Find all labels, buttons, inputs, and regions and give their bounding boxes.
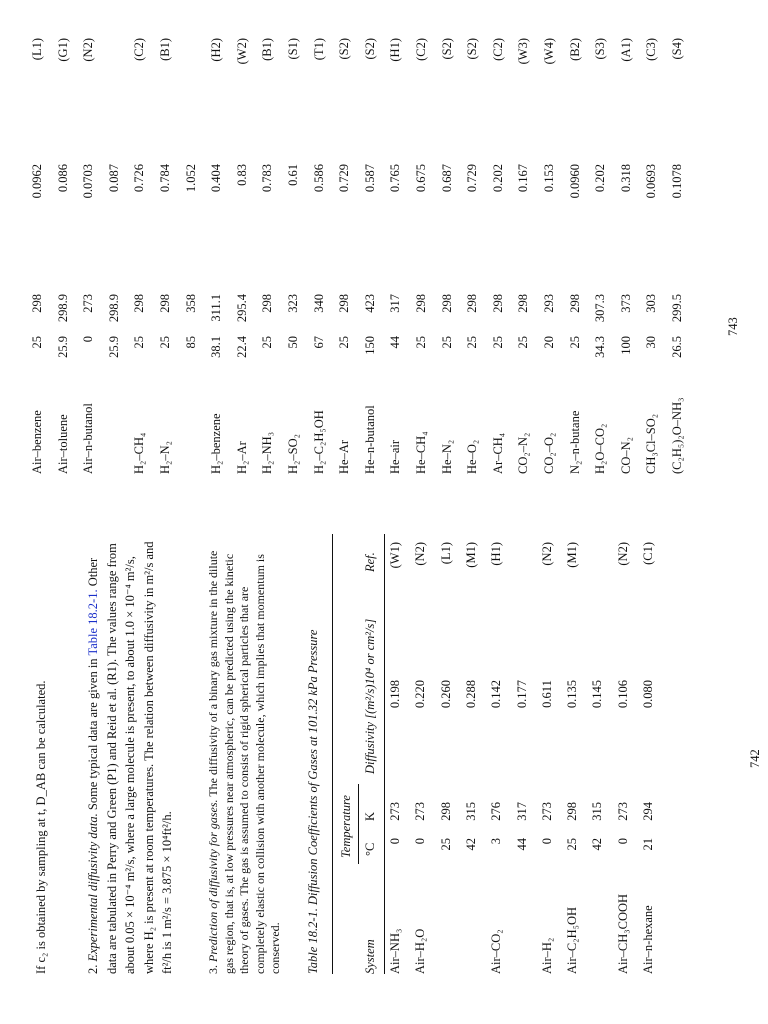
cell-ref: (H1): [388, 38, 403, 62]
cell-k: 298: [337, 294, 352, 313]
cell-c: 26.5: [670, 336, 684, 358]
cell-system: H₂–NH₃: [260, 431, 275, 474]
paragraph-experimental-diffusivity: [84, 534, 177, 974]
cell-d: 0.61: [286, 164, 300, 186]
cell-system: He–CH₄: [414, 431, 428, 474]
cell-d: 0.260: [438, 679, 453, 709]
cell-k: 299.5: [670, 294, 684, 323]
page-742: [0, 524, 768, 1004]
cell-d: 0.153: [542, 164, 556, 193]
cell-k: 298: [565, 802, 580, 821]
cell-d: 0.145: [590, 679, 605, 709]
kelvin-header: K: [363, 811, 377, 821]
cell-k: 423: [362, 294, 377, 313]
cell-d: 0.220: [413, 679, 428, 709]
cell-c: 30: [644, 336, 659, 349]
table-top-rule: [332, 534, 333, 974]
cell-c: 25: [30, 336, 44, 349]
temperature-header: Temperature: [339, 795, 353, 858]
cell-c: 21: [641, 838, 655, 851]
cell-c: 67: [311, 336, 326, 349]
cell-d: 1.052: [183, 164, 198, 193]
table-link[interactable]: Table 18.2-1.: [86, 589, 100, 656]
cell-d: 0.086: [55, 164, 70, 193]
cell-ref: (M1): [565, 542, 580, 568]
cell-d: 0.135: [565, 679, 580, 709]
cell-system: H₂–Ar: [234, 441, 249, 474]
cell-k: 276: [489, 802, 504, 821]
cell-ref: (N2): [81, 38, 96, 62]
cell-d: 0.0703: [81, 164, 96, 199]
cell-system: He–O₂: [465, 439, 480, 474]
cell-c: 100: [618, 336, 633, 355]
cell-k: 311.1: [209, 294, 224, 322]
cell-ref: (S2): [337, 38, 352, 60]
cell-system: He–N₂: [439, 439, 454, 474]
cell-c: 0: [413, 838, 428, 845]
cell-k: 273: [413, 802, 428, 821]
cell-k: 298: [132, 294, 147, 313]
cell-ref: (T1): [311, 38, 326, 61]
para3-number: 3.: [206, 962, 220, 974]
cell-k: 298: [490, 294, 505, 313]
para2-heading: Experimental diffusivity data.: [86, 813, 100, 962]
cell-k: 298: [414, 294, 428, 313]
cell-k: 373: [618, 294, 633, 313]
cell-d: 0.675: [414, 164, 428, 193]
cell-c: 25: [565, 838, 580, 851]
cell-ref: (S4): [670, 38, 684, 60]
cell-system: Air–n-hexane: [641, 905, 655, 974]
cell-k: 273: [615, 802, 630, 821]
cell-ref: (S2): [362, 38, 377, 60]
page-number-742: 742: [748, 749, 762, 768]
cell-system: H₂–CH₄: [132, 432, 147, 474]
cell-k: 298: [465, 294, 480, 313]
cell-system: CO₂–O₂: [542, 432, 556, 474]
cell-system: Air–toluene: [55, 414, 70, 474]
cell-d: 0.0960: [567, 164, 582, 199]
celsius-header: °C: [363, 842, 377, 856]
cell-system: Ar–CH₄: [490, 432, 505, 474]
cell-c: 25: [465, 336, 480, 349]
cell-ref: (M1): [463, 542, 478, 568]
cell-ref: (S2): [465, 38, 480, 60]
cell-d: 0.167: [516, 164, 531, 193]
cell-system: Air–benzene: [30, 410, 44, 474]
page-number-743: 743: [726, 317, 740, 336]
cell-k: 303: [644, 294, 659, 313]
cell-system: He–n-butanol: [362, 405, 377, 474]
cell-ref: (W4): [542, 38, 556, 65]
cell-ref: (L1): [438, 542, 453, 565]
cell-k: 298: [439, 294, 454, 313]
cell-c: 25: [337, 336, 352, 349]
cell-d: 0.611: [539, 680, 554, 708]
cell-d: 0.784: [158, 164, 172, 193]
cell-c: 85: [183, 336, 198, 349]
cell-c: 0: [81, 336, 96, 343]
cell-system: He–air: [388, 439, 403, 474]
temperature-underline: [358, 784, 359, 864]
cell-c: 25.9: [106, 336, 121, 358]
cell-d: 0.202: [490, 164, 505, 193]
cell-k: 358: [183, 294, 198, 313]
cell-d: 0.729: [337, 164, 352, 193]
cell-ref: (W1): [388, 542, 402, 569]
cell-k: 298: [567, 294, 582, 313]
cell-d: 0.586: [311, 164, 326, 193]
cell-system: H₂–C₂H₅OH: [311, 410, 326, 474]
intro-line: If c₂ is obtained by sampling at t, D_AB can be calculated.: [34, 680, 48, 974]
cell-ref: (L1): [30, 38, 44, 61]
cell-ref: (A1): [618, 38, 633, 62]
cell-system: Air–n-butanol: [81, 403, 96, 474]
cell-c: 25: [414, 336, 428, 349]
cell-system: Air–CH₃COOH: [615, 893, 630, 974]
ref-header: Ref.: [363, 552, 377, 572]
cell-d: 0.783: [260, 164, 275, 193]
cell-system: He–Ar: [337, 439, 352, 474]
cell-d: 0.198: [388, 679, 402, 709]
cell-d: 0.080: [641, 679, 655, 709]
cell-k: 298.9: [106, 294, 121, 323]
cell-c: 20: [542, 336, 556, 349]
cell-k: 273: [388, 802, 402, 821]
cell-c: 3: [489, 838, 504, 845]
cell-d: 0.318: [618, 164, 633, 193]
cell-ref: (N2): [539, 542, 554, 566]
cell-k: 307.3: [593, 294, 608, 323]
cell-ref: (B1): [260, 38, 275, 61]
cell-d: 0.0962: [30, 164, 44, 199]
cell-system: CH₃Cl–SO₂: [644, 413, 659, 474]
cell-system: N₂–n-butane: [567, 410, 582, 474]
cell-c: 0: [615, 838, 630, 845]
cell-ref: (S1): [286, 38, 300, 60]
cell-ref: (C1): [641, 542, 655, 565]
cell-system: H₂–benzene: [209, 413, 224, 474]
cell-d: 0.765: [388, 164, 403, 193]
cell-c: 50: [286, 336, 300, 349]
paragraph-prediction-diffusivity: [206, 534, 284, 974]
cell-ref: (N2): [615, 542, 630, 566]
cell-system: H₂O–CO₂: [593, 423, 608, 474]
cell-c: 25.9: [55, 336, 70, 358]
cell-d: 0.726: [132, 164, 147, 193]
cell-k: 298.9: [55, 294, 70, 323]
cell-d: 0.0693: [644, 164, 659, 199]
cell-c: 25: [438, 838, 453, 851]
cell-d: 0.404: [209, 164, 224, 193]
cell-c: 25: [516, 336, 531, 349]
cell-d: 0.687: [439, 164, 454, 193]
diffusivity-header: Diffusivity [(m²/s)10⁴ or cm²/s]: [363, 618, 377, 774]
cell-c: 38.1: [209, 336, 224, 358]
cell-d: 0.202: [593, 164, 608, 193]
cell-c: 44: [388, 336, 403, 349]
cell-system: Air–H₂O: [413, 928, 428, 974]
cell-d: 0.142: [489, 679, 504, 709]
cell-c: 25: [439, 336, 454, 349]
cell-ref: (W3): [516, 38, 531, 65]
para3-heading: Prediction of diffusivity for gases.: [206, 799, 220, 962]
cell-ref: (H1): [489, 542, 504, 566]
cell-ref: (N2): [413, 542, 428, 566]
cell-d: 0.729: [465, 164, 480, 193]
cell-system: Air–CO₂: [489, 929, 504, 974]
cell-d: 0.83: [234, 164, 249, 186]
cell-c: 22.4: [234, 336, 249, 358]
cell-system: CO₂–N₂: [516, 432, 531, 474]
cell-k: 298: [260, 294, 275, 313]
cell-k: 317: [514, 802, 529, 821]
cell-ref: (S3): [593, 38, 608, 60]
cell-ref: (H2): [209, 38, 224, 62]
cell-d: 0.177: [514, 679, 529, 709]
cell-d: 0.288: [463, 679, 478, 709]
para3-text: The diffusivity of a binary gas mixture in the dilute gas region, that is, at low pressures near atmospheric, can be predicted using the kinetic theory of gases. The gas is assumed to consist of rigid spherical particles that are completely elastic on collision with another molecule, which implies that momentum is conserved.: [206, 550, 282, 974]
cell-k: 298: [158, 294, 172, 313]
cell-system: (C₂H₅)₂O–NH₃: [670, 397, 684, 474]
cell-ref: (C3): [644, 38, 659, 61]
cell-k: 293: [542, 294, 556, 313]
cell-system: H₂–SO₂: [286, 434, 300, 474]
para2-text-a: Some typical data are given in: [86, 655, 100, 814]
cell-k: 294: [641, 802, 655, 821]
cell-ref: (C2): [414, 38, 428, 61]
cell-k: 273: [81, 294, 96, 313]
cell-ref: (B1): [158, 38, 172, 61]
cell-ref: (C2): [490, 38, 505, 61]
cell-k: 340: [311, 294, 326, 313]
cell-ref: (C2): [132, 38, 147, 61]
cell-system: Air–C₂H₅OH: [565, 906, 580, 974]
cell-k: 323: [286, 294, 300, 313]
para2-number: 2.: [86, 961, 100, 974]
cell-c: 0: [388, 838, 402, 845]
cell-d: 0.087: [106, 164, 121, 193]
cell-c: 0: [539, 838, 554, 845]
cell-k: 298: [30, 294, 44, 313]
cell-d: 0.1078: [670, 164, 684, 199]
cell-c: 25: [260, 336, 275, 349]
cell-ref: (G1): [55, 38, 70, 62]
para2-text-b: Other data are tabulated in Perry and Green (P1) and Reid et al. (R1). The values range from about 0.05 × 10⁻⁴ m²/s, where a large molecule is present, to about 1.0 × 10⁻⁴ m²/s, where H₂ is present at room temperatures. The relation between diffusivity in m²/s and ft²/h is 1 m²/s = 3.875 × 10⁴ft²/h.: [86, 541, 174, 974]
cell-c: 42: [463, 838, 478, 851]
cell-c: 25: [132, 336, 147, 349]
cell-c: 25: [567, 336, 582, 349]
cell-k: 315: [463, 802, 478, 821]
cell-c: 42: [590, 838, 605, 851]
cell-k: 317: [388, 294, 403, 313]
cell-system: Air–H₂: [539, 937, 554, 974]
cell-k: 315: [590, 802, 605, 821]
cell-k: 298: [438, 802, 453, 821]
header-bottom-rule: [384, 534, 385, 974]
cell-k: 273: [539, 802, 554, 821]
cell-system: CO–N₂: [618, 437, 633, 474]
system-header: System: [363, 939, 377, 974]
cell-system: Air–NH₃: [388, 928, 402, 974]
cell-k: 295.4: [234, 294, 249, 323]
cell-c: 150: [362, 336, 377, 355]
cell-ref: (S2): [439, 38, 454, 60]
page-743: [0, 14, 768, 484]
cell-k: 298: [516, 294, 531, 313]
cell-system: H₂–N₂: [158, 440, 172, 474]
cell-c: 34.3: [593, 336, 608, 358]
cell-ref: (B2): [567, 38, 582, 61]
cell-c: 44: [514, 838, 529, 851]
cell-d: 0.587: [362, 164, 377, 193]
cell-c: 25: [490, 336, 505, 349]
cell-c: 25: [158, 336, 172, 349]
cell-d: 0.106: [615, 679, 630, 709]
cell-ref: (W2): [234, 38, 249, 65]
table-caption: Table 18.2-1. Diffusion Coefficients of Gases at 101.32 kPa Pressure: [306, 629, 320, 974]
